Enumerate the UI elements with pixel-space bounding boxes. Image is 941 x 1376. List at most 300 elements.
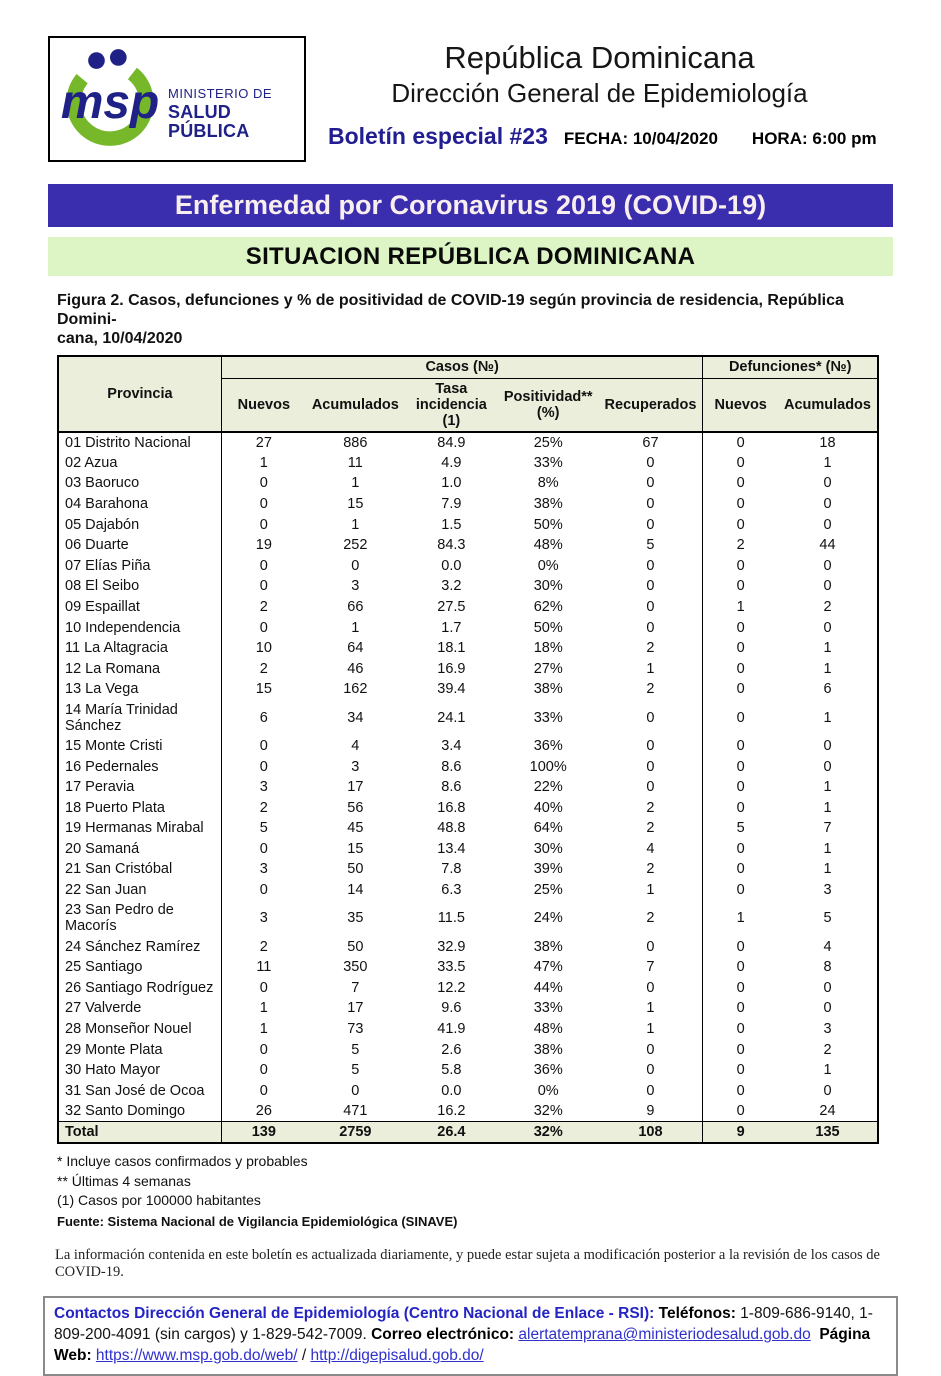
value-cell: 24.1: [437, 709, 466, 726]
value-cell: 0: [736, 660, 745, 677]
value-cell: 0: [823, 758, 832, 775]
value-cell: 7: [823, 820, 832, 837]
value-cell: 1: [823, 779, 832, 796]
province-cell: 09 Espaillat: [58, 597, 221, 618]
table-row: [58, 1039, 878, 1060]
province-cell: 23 San Pedro de Macorís: [58, 900, 221, 936]
value-cell: 0: [259, 495, 268, 512]
table-body: [58, 432, 878, 1122]
value-cell: 1: [259, 454, 268, 471]
table-row: [58, 555, 878, 576]
value-cell: 27: [255, 434, 272, 451]
website-link-msp[interactable]: https://www.msp.gob.do/web/: [95, 1347, 298, 1365]
value-cell: 84.9: [437, 434, 466, 451]
value-cell: 39%: [533, 861, 563, 878]
value-cell: 0: [736, 938, 745, 955]
value-cell: 25%: [533, 434, 563, 451]
value-cell: 5: [599, 535, 703, 556]
table-row: [58, 818, 878, 839]
email-link[interactable]: alertatemprana@ministeriodesalud.gob.do: [518, 1326, 811, 1344]
value-cell: 0: [599, 453, 703, 474]
table-row: [58, 638, 878, 659]
value-cell: 4: [351, 737, 360, 754]
value-cell: 1.5: [441, 516, 462, 533]
value-cell: 0: [599, 597, 703, 618]
value-cell: 0: [823, 516, 832, 533]
value-cell: 0: [736, 882, 745, 899]
table-row: [58, 900, 878, 936]
table-row: [58, 880, 878, 901]
table-total-row: [58, 1122, 878, 1144]
value-cell: 0: [736, 475, 745, 492]
value-cell: 84.3: [437, 537, 466, 554]
value-cell: 40%: [533, 799, 563, 816]
table-row: [58, 1060, 878, 1081]
value-cell: 6: [823, 681, 832, 698]
value-cell: 33%: [533, 1000, 563, 1017]
value-cell: 18.1: [437, 640, 466, 657]
disease-title: Enfermedad por Coronavirus 2019 (COVID-19): [174, 190, 767, 220]
province-cell: 21 San Cristóbal: [58, 859, 221, 880]
value-cell: 39.4: [437, 681, 466, 698]
value-cell: 6: [259, 709, 268, 726]
province-cell: 19 Hermanas Mirabal: [58, 818, 221, 839]
value-cell: 8%: [537, 475, 559, 492]
value-cell: 33.5: [437, 959, 466, 976]
value-cell: 7: [351, 979, 360, 996]
value-cell: 38%: [533, 1041, 563, 1058]
value-cell: 1: [259, 1000, 268, 1017]
header-titles: [306, 36, 893, 150]
value-cell: 0: [599, 1060, 703, 1081]
province-cell: 16 Pedernales: [58, 756, 221, 777]
directorate-title: Dirección General de Epidemiología: [391, 78, 808, 108]
value-cell: 1: [823, 799, 832, 816]
col-header-provincia: Provincia: [58, 356, 221, 432]
table-row: [58, 535, 878, 556]
value-cell: 2.6: [441, 1041, 462, 1058]
table-row: [58, 859, 878, 880]
value-cell: 2: [259, 660, 268, 677]
value-cell: 11: [256, 959, 272, 976]
value-cell: 32%: [533, 1103, 563, 1120]
value-cell: 1: [823, 709, 832, 726]
col-header-recuperados: Recuperados: [599, 378, 703, 432]
value-cell: 0: [736, 709, 745, 726]
value-cell: 3: [259, 861, 268, 878]
value-cell: 22%: [533, 779, 563, 796]
value-cell: 0%: [537, 1082, 559, 1099]
value-cell: 46: [347, 660, 364, 677]
value-cell: 0: [823, 979, 832, 996]
value-cell: 0: [599, 936, 703, 957]
value-cell: 2: [259, 938, 268, 955]
value-cell: 1: [823, 861, 832, 878]
value-cell: 2: [599, 638, 703, 659]
footnote-rate: (1) Casos por 100000 habitantes: [57, 1192, 261, 1209]
bulletin-meta-row: [306, 123, 893, 150]
value-cell: 2: [823, 598, 832, 615]
masthead: [48, 36, 893, 162]
bulletin-time: HORA: 6:00 pm: [751, 129, 877, 148]
value-cell: 0: [736, 979, 745, 996]
value-cell: 16.2: [437, 1103, 466, 1120]
table-row: [58, 839, 878, 860]
province-cell: 05 Dajabón: [58, 514, 221, 535]
total-nuevos: 139: [221, 1122, 305, 1144]
col-header-def-nuevos: Nuevos: [703, 378, 778, 432]
footnote-confirmed: * Incluye casos confirmados y probables: [57, 1153, 308, 1170]
value-cell: 38%: [533, 495, 563, 512]
value-cell: 0: [823, 737, 832, 754]
email-label: Correo electrónico:: [371, 1326, 515, 1344]
value-cell: 0: [259, 578, 268, 595]
contact-heading: Contactos Dirección General de Epidemiología (Centro Nacional de Enlace - RSI):: [54, 1305, 655, 1323]
value-cell: 10: [255, 640, 272, 657]
province-cell: 32 Santo Domingo: [58, 1101, 221, 1122]
value-cell: 38%: [533, 681, 563, 698]
province-cell: 04 Barahona: [58, 494, 221, 515]
value-cell: 2: [823, 1041, 832, 1058]
bulletin-date: FECHA: 10/04/2020: [563, 129, 718, 148]
value-cell: 0: [736, 434, 745, 451]
value-cell: 3: [351, 758, 360, 775]
ministry-name-line2: SALUD PÚBLICA: [168, 101, 250, 142]
country-title: República Dominicana: [444, 40, 755, 75]
value-cell: 0: [599, 777, 703, 798]
value-cell: 0: [823, 619, 832, 636]
province-cell: 17 Peravia: [58, 777, 221, 798]
value-cell: 50%: [533, 619, 563, 636]
web-label: Página Web:: [54, 1326, 871, 1365]
value-cell: 0: [823, 475, 832, 492]
value-cell: 26: [255, 1103, 272, 1120]
figure-caption-line1: Figura 2. Casos, defunciones y % de positividad de COVID-19 según provincia de residencia, República Domini-: [57, 292, 844, 328]
value-cell: 0: [259, 758, 268, 775]
province-cell: 22 San Juan: [58, 880, 221, 901]
value-cell: 252: [343, 537, 368, 554]
value-cell: 5: [259, 820, 268, 837]
footnotes: [57, 1152, 893, 1231]
value-cell: 0: [599, 1081, 703, 1102]
table-row: [58, 576, 878, 597]
value-cell: 0: [736, 619, 745, 636]
value-cell: 1: [599, 880, 703, 901]
value-cell: 0: [823, 1000, 832, 1017]
value-cell: 0: [823, 578, 832, 595]
value-cell: 1.0: [441, 475, 462, 492]
value-cell: 0: [736, 1062, 745, 1079]
value-cell: 6.3: [441, 882, 462, 899]
value-cell: 0: [736, 840, 745, 857]
value-cell: 0: [736, 779, 745, 796]
value-cell: 47%: [533, 959, 563, 976]
value-cell: 11: [347, 454, 363, 471]
value-cell: 36%: [533, 737, 563, 754]
value-cell: 1: [351, 619, 360, 636]
value-cell: 0: [736, 681, 745, 698]
value-cell: 0: [736, 799, 745, 816]
value-cell: 0: [259, 557, 268, 574]
value-cell: 1: [823, 840, 832, 857]
col-header-positividad: Positividad** (%): [498, 378, 599, 432]
value-cell: 1: [351, 475, 360, 492]
province-cell: 26 Santiago Rodríguez: [58, 978, 221, 999]
value-cell: 14: [347, 882, 364, 899]
value-cell: 0: [736, 1041, 745, 1058]
value-cell: 0: [599, 617, 703, 638]
table-row: [58, 978, 878, 999]
value-cell: 0: [823, 1082, 832, 1099]
value-cell: 7: [599, 957, 703, 978]
value-cell: 64%: [533, 820, 563, 837]
value-cell: 50: [347, 861, 364, 878]
value-cell: 25%: [533, 882, 563, 899]
value-cell: 36%: [533, 1062, 563, 1079]
province-cell: 12 La Romana: [58, 658, 221, 679]
value-cell: 30%: [533, 578, 563, 595]
msp-logo-box: [48, 36, 306, 162]
total-def-nuevos: 9: [703, 1122, 778, 1144]
value-cell: 27%: [533, 660, 563, 677]
value-cell: 17: [347, 779, 364, 796]
value-cell: 0: [736, 758, 745, 775]
value-cell: 66: [347, 598, 364, 615]
value-cell: 73: [347, 1021, 364, 1038]
value-cell: 1: [823, 660, 832, 677]
value-cell: 13.4: [437, 840, 466, 857]
table-row: [58, 494, 878, 515]
value-cell: 0: [599, 555, 703, 576]
value-cell: 15: [347, 495, 364, 512]
value-cell: 0: [599, 514, 703, 535]
value-cell: 2: [599, 859, 703, 880]
value-cell: 0: [259, 737, 268, 754]
table-row: [58, 658, 878, 679]
website-link-digepi[interactable]: http://digepisalud.gob.do/: [310, 1347, 484, 1365]
value-cell: 48%: [533, 1021, 563, 1038]
value-cell: 0: [599, 756, 703, 777]
value-cell: 2: [599, 818, 703, 839]
value-cell: 7.8: [441, 861, 462, 878]
value-cell: 0: [599, 700, 703, 736]
value-cell: 886: [343, 434, 368, 451]
value-cell: 0: [736, 557, 745, 574]
value-cell: 8.6: [441, 758, 462, 775]
value-cell: 67: [599, 432, 703, 453]
value-cell: 15: [347, 840, 364, 857]
value-cell: 38%: [533, 938, 563, 955]
total-tasa: 26.4: [405, 1122, 498, 1144]
ministry-name-line1: MINISTERIO DE: [168, 85, 273, 101]
value-cell: 32.9: [437, 938, 466, 955]
value-cell: 15: [255, 681, 272, 698]
province-cell: 13 La Vega: [58, 679, 221, 700]
value-cell: 4: [823, 938, 832, 955]
phones-value: 1-809-686-9140, 1-809-200-4091 (sin cargos) y 1-829-542-7009.: [54, 1305, 873, 1344]
value-cell: 3.4: [441, 737, 462, 754]
value-cell: 1: [823, 1062, 832, 1079]
province-cell: 06 Duarte: [58, 535, 221, 556]
value-cell: 0: [823, 557, 832, 574]
province-cases-table: [57, 355, 879, 1144]
table-row: [58, 1101, 878, 1122]
value-cell: 1: [351, 516, 360, 533]
value-cell: 9: [599, 1101, 703, 1122]
value-cell: 100%: [529, 758, 567, 775]
table-row: [58, 432, 878, 453]
value-cell: 0: [736, 1021, 745, 1038]
contact-box: [43, 1296, 898, 1376]
value-cell: 45: [347, 820, 364, 837]
value-cell: 5: [736, 820, 745, 837]
province-cell: 07 Elías Piña: [58, 555, 221, 576]
value-cell: 56: [347, 799, 364, 816]
province-cell: 20 Samaná: [58, 839, 221, 860]
table-row: [58, 1019, 878, 1040]
value-cell: 2: [259, 598, 268, 615]
value-cell: 4.9: [441, 454, 462, 471]
value-cell: 0: [736, 737, 745, 754]
value-cell: 0: [259, 619, 268, 636]
website-separator: /: [301, 1347, 307, 1365]
bulletin-number: Boletín especial #23: [328, 123, 548, 149]
value-cell: 3.2: [441, 578, 462, 595]
value-cell: 18%: [533, 640, 563, 657]
value-cell: 0.0: [441, 1082, 462, 1099]
col-group-casos: Casos (№): [221, 356, 703, 378]
value-cell: 1: [736, 598, 745, 615]
value-cell: 0: [259, 1041, 268, 1058]
col-header-acumulados: Acumulados: [306, 378, 405, 432]
value-cell: 3: [259, 910, 268, 927]
value-cell: 0.0: [441, 557, 462, 574]
value-cell: 0: [823, 495, 832, 512]
table-row: [58, 473, 878, 494]
value-cell: 1: [823, 454, 832, 471]
value-cell: 33%: [533, 454, 563, 471]
value-cell: 0: [736, 861, 745, 878]
value-cell: 5: [351, 1041, 360, 1058]
province-cell: 08 El Seibo: [58, 576, 221, 597]
value-cell: 0: [599, 736, 703, 757]
province-cell: 31 San José de Ocoa: [58, 1081, 221, 1102]
value-cell: 41.9: [437, 1021, 466, 1038]
value-cell: 16.8: [437, 799, 466, 816]
value-cell: 0: [259, 516, 268, 533]
value-cell: 0: [599, 576, 703, 597]
col-header-def-acumulados: Acumulados: [778, 378, 878, 432]
value-cell: 34: [347, 709, 364, 726]
phones-label: Teléfonos:: [658, 1305, 736, 1323]
value-cell: 12.2: [437, 979, 466, 996]
value-cell: 7.9: [441, 495, 462, 512]
table-row: [58, 957, 878, 978]
province-cell: 27 Valverde: [58, 998, 221, 1019]
value-cell: 5: [823, 910, 832, 927]
table-header: [58, 356, 878, 432]
value-cell: 16.9: [437, 660, 466, 677]
value-cell: 0: [736, 1000, 745, 1017]
table-row: [58, 679, 878, 700]
province-cell: 28 Monseñor Nouel: [58, 1019, 221, 1040]
total-def-acumulados: 135: [778, 1122, 878, 1144]
figure-caption-line2: cana, 10/04/2020: [57, 330, 183, 347]
province-cell: 25 Santiago: [58, 957, 221, 978]
table-row: [58, 700, 878, 736]
value-cell: 350: [343, 959, 368, 976]
situation-banner: [48, 237, 893, 276]
value-cell: 50%: [533, 516, 563, 533]
value-cell: 17: [347, 1000, 364, 1017]
situation-title: SITUACION REPÚBLICA DOMINICANA: [245, 242, 696, 270]
value-cell: 1: [736, 910, 745, 927]
province-cell: 18 Puerto Plata: [58, 797, 221, 818]
value-cell: 1: [599, 998, 703, 1019]
value-cell: 0: [736, 454, 745, 471]
value-cell: 64: [347, 640, 364, 657]
value-cell: 0: [736, 578, 745, 595]
province-cell: 30 Hato Mayor: [58, 1060, 221, 1081]
value-cell: 0: [259, 475, 268, 492]
table-row: [58, 514, 878, 535]
value-cell: 4: [599, 839, 703, 860]
value-cell: 11.5: [437, 910, 465, 927]
value-cell: 0: [736, 1103, 745, 1120]
value-cell: 0: [599, 473, 703, 494]
table-row: [58, 998, 878, 1019]
value-cell: 0: [259, 1082, 268, 1099]
value-cell: 0: [736, 516, 745, 533]
value-cell: 0: [351, 1082, 360, 1099]
value-cell: 48.8: [437, 820, 466, 837]
value-cell: 5: [351, 1062, 360, 1079]
value-cell: 2: [599, 679, 703, 700]
value-cell: 0: [599, 1039, 703, 1060]
value-cell: 33%: [533, 709, 563, 726]
value-cell: 0: [259, 882, 268, 899]
province-cell: 15 Monte Cristi: [58, 736, 221, 757]
col-header-nuevos: Nuevos: [221, 378, 305, 432]
total-label: Total: [58, 1122, 221, 1144]
value-cell: 19: [255, 537, 272, 554]
table-row: [58, 597, 878, 618]
value-cell: 1: [259, 1021, 268, 1038]
value-cell: 471: [343, 1103, 368, 1120]
table-row: [58, 617, 878, 638]
total-positividad: 32%: [498, 1122, 599, 1144]
value-cell: 30%: [533, 840, 563, 857]
disclaimer-text: La información contenida en este boletín es actualizada diariamente, y puede estar sujeta a modificación posterior a la revisión de los casos de COVID-19.: [55, 1247, 880, 1281]
value-cell: 2: [599, 797, 703, 818]
province-cell: 14 María Trinidad Sánchez: [58, 700, 221, 736]
table-row: [58, 777, 878, 798]
value-cell: 3: [823, 1021, 832, 1038]
value-cell: 0: [736, 640, 745, 657]
value-cell: 2: [259, 799, 268, 816]
value-cell: 44: [819, 537, 836, 554]
total-recuperados: 108: [599, 1122, 703, 1144]
value-cell: 1: [823, 640, 832, 657]
value-cell: 50: [347, 938, 364, 955]
value-cell: 0%: [537, 557, 559, 574]
footnote-weeks: ** Últimas 4 semanas: [57, 1172, 191, 1189]
province-cell: 03 Baoruco: [58, 473, 221, 494]
source-note: Fuente: Sistema Nacional de Vigilancia Epidemiológica (SINAVE): [57, 1213, 458, 1229]
svg-text:msp: msp: [60, 75, 160, 129]
value-cell: 0: [736, 495, 745, 512]
province-cell: 10 Independencia: [58, 617, 221, 638]
